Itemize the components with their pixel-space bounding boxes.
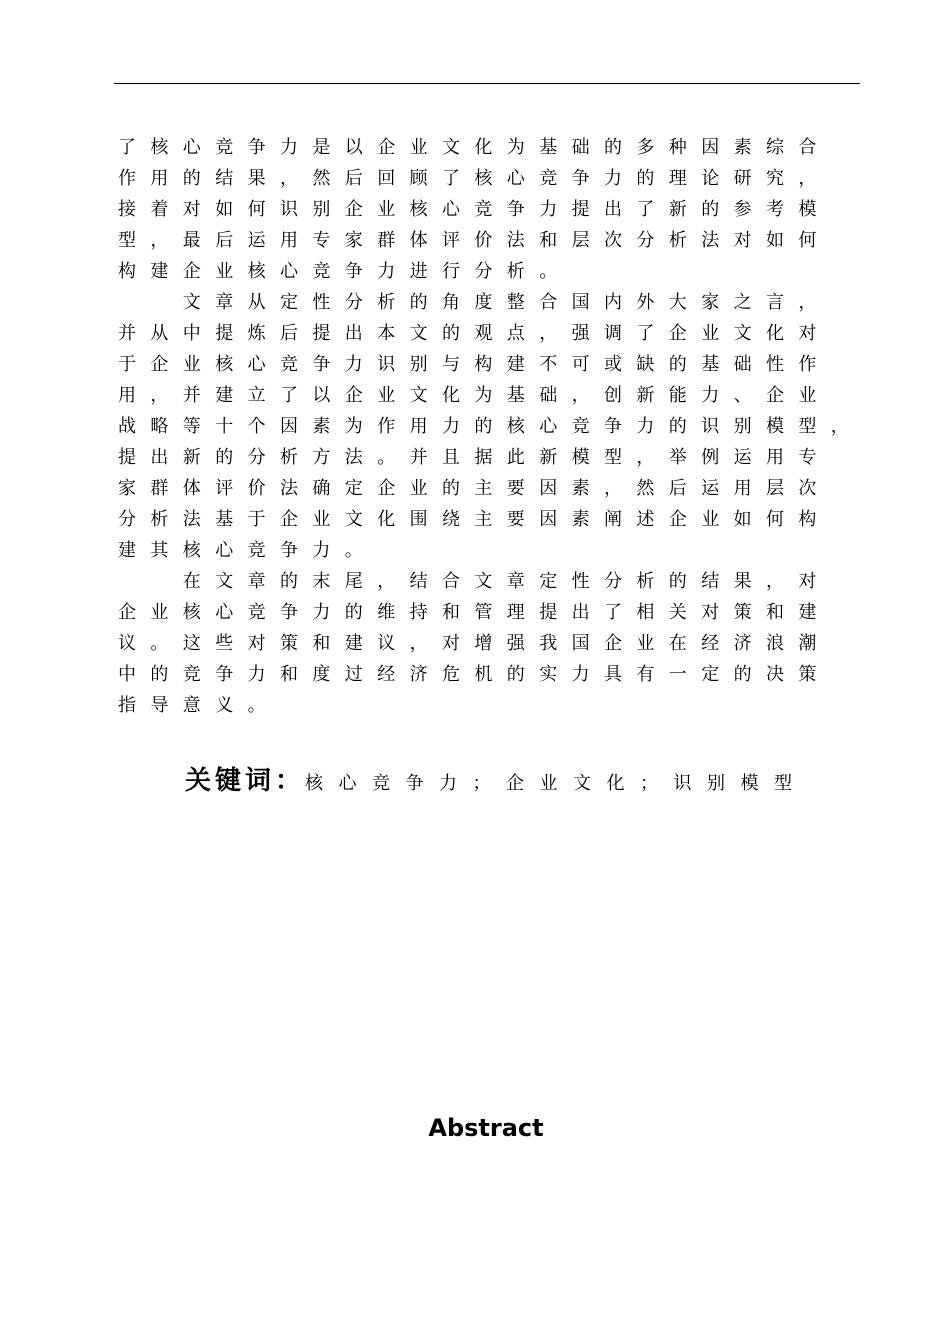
body-line: 用，并建立了以企业文化为基础，创新能力、企业 [118, 385, 831, 406]
header-rule [114, 83, 860, 84]
body-line: 建其核心竞争力。 [118, 540, 378, 561]
keywords-line [185, 760, 808, 797]
keywords-label: 关键词： [185, 766, 306, 796]
body-line: 分析法基于企业文化围绕主要因素阐述企业如何构 [118, 509, 831, 530]
body-line: 在文章的末尾，结合文章定性分析的结果，对 [118, 571, 831, 592]
body-line: 家群体评价法确定企业的主要因素，然后运用层次 [118, 478, 831, 499]
body-line: 提出新的分析方法。并且据此新模型，举例运用专 [118, 447, 831, 468]
body-line: 企业核心竞争力的维持和管理提出了相关对策和建 [118, 602, 831, 623]
body-line: 型，最后运用专家群体评价法和层次分析法对如何 [118, 230, 831, 251]
abstract-body [118, 132, 864, 721]
body-line: 议。这些对策和建议，对增强我国企业在经济浪潮 [118, 633, 831, 654]
abstract-heading: Abstract [428, 1114, 544, 1142]
body-line: 战略等十个因素为作用力的核心竞争力的识别模型， [118, 416, 864, 437]
body-line: 了核心竞争力是以企业文化为基础的多种因素综合 [118, 137, 831, 158]
body-line: 指导意义。 [118, 695, 280, 716]
body-line: 构建企业核心竞争力进行分析。 [118, 261, 572, 282]
body-line: 文章从定性分析的角度整合国内外大家之言， [118, 292, 831, 313]
body-line: 接着对如何识别企业核心竞争力提出了新的参考模 [118, 199, 831, 220]
body-line: 于企业核心竞争力识别与构建不可或缺的基础性作 [118, 354, 831, 375]
keywords-text: 核心竞争力；企业文化；识别模型 [305, 773, 808, 794]
body-line: 中的竞争力和度过经济危机的实力具有一定的决策 [118, 664, 831, 685]
body-line: 作用的结果，然后回顾了核心竞争力的理论研究， [118, 168, 831, 189]
body-line: 并从中提炼后提出本文的观点，强调了企业文化对 [118, 323, 831, 344]
